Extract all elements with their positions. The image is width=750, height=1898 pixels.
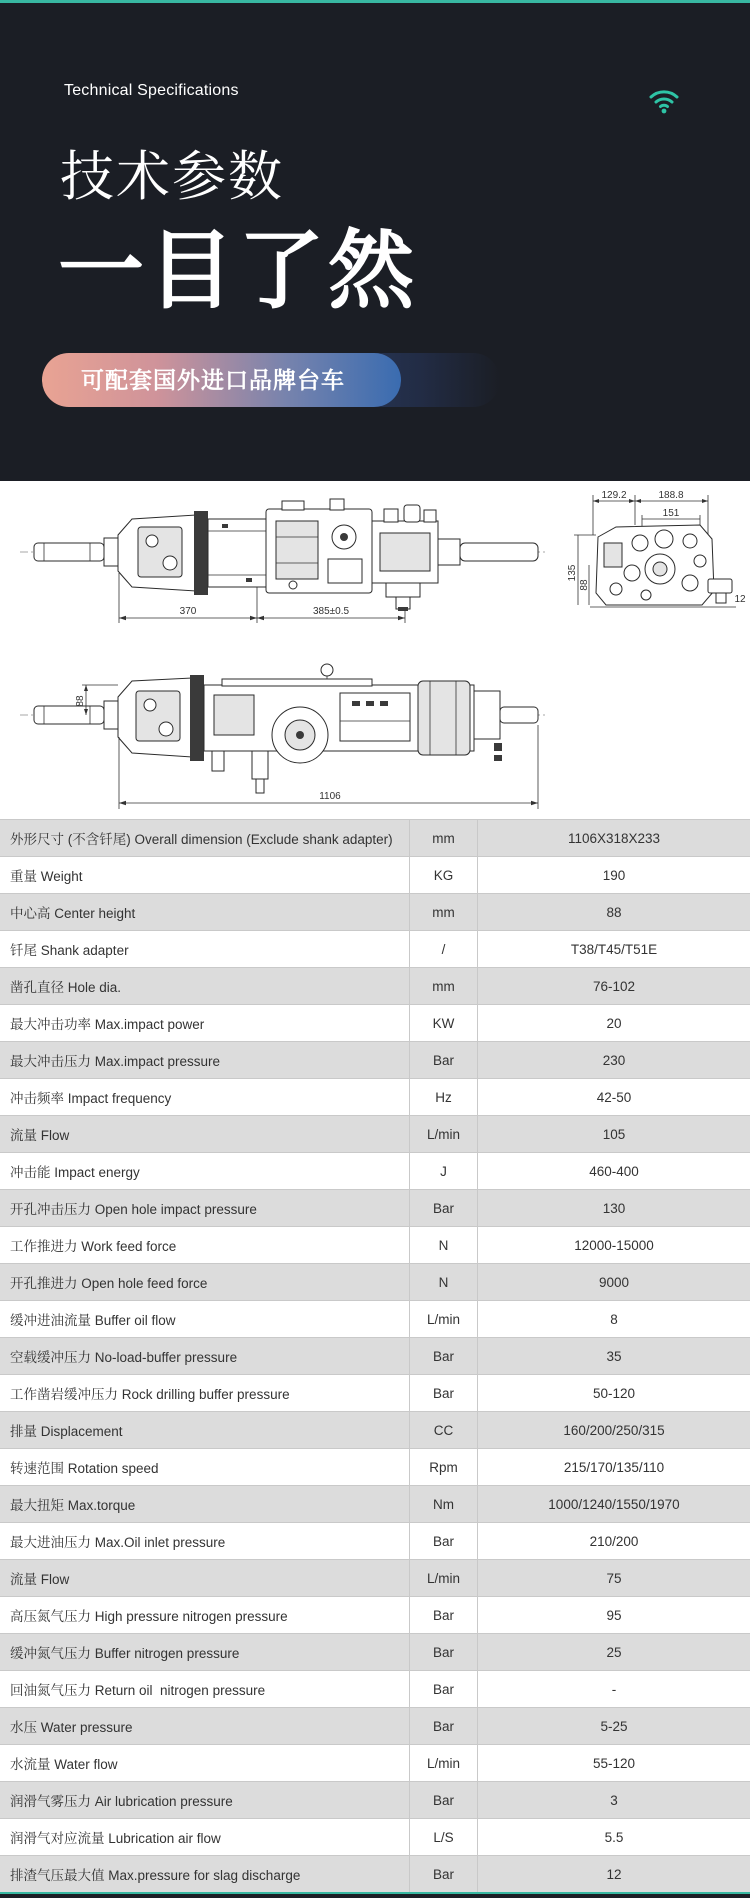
spec-unit: Rpm <box>409 1449 478 1485</box>
spec-unit: Bar <box>409 1634 478 1670</box>
spec-row <box>0 1745 750 1782</box>
spec-row <box>0 820 750 857</box>
spec-row <box>0 1227 750 1264</box>
spec-value: 88 <box>606 904 622 920</box>
spec-unit: / <box>409 931 478 967</box>
spec-row <box>0 1449 750 1486</box>
spec-unit: L/min <box>409 1745 478 1781</box>
dim-label-385: 385±0.5 <box>312 606 350 617</box>
spec-value: 215/170/135/110 <box>563 1459 665 1475</box>
dim-label-129-2: 129.2 <box>601 490 627 501</box>
spec-row <box>0 1005 750 1042</box>
spec-value: - <box>611 1681 617 1697</box>
bottom-accent-strip <box>0 1892 750 1898</box>
spec-name: 润滑气对应流量 Lubrication air flow <box>10 1831 221 1846</box>
spec-row <box>0 1412 750 1449</box>
spec-value: 12 <box>606 1866 622 1882</box>
spec-row <box>0 1153 750 1190</box>
spec-value: 42-50 <box>596 1089 632 1105</box>
spec-unit: CC <box>409 1412 478 1448</box>
spec-name: 水压 Water pressure <box>10 1720 133 1735</box>
spec-unit: N <box>409 1227 478 1263</box>
spec-unit: Bar <box>409 1708 478 1744</box>
spec-row <box>0 1856 750 1893</box>
spec-row <box>0 1116 750 1153</box>
spec-unit: Bar <box>409 1375 478 1411</box>
spec-name: 凿孔直径 Hole dia. <box>10 980 122 995</box>
spec-value: 160/200/250/315 <box>563 1422 665 1438</box>
spec-name: 空载缓冲压力 No-load-buffer pressure <box>10 1350 238 1365</box>
spec-value: 9000 <box>598 1274 630 1290</box>
spec-unit: mm <box>409 894 478 930</box>
spec-name: 排量 Displacement <box>10 1424 123 1439</box>
spec-unit: Nm <box>409 1486 478 1522</box>
spec-unit: Bar <box>409 1856 478 1892</box>
spec-name: 流量 Flow <box>10 1128 70 1143</box>
spec-name: 排渣气压最大值 Max.pressure for slag discharge <box>10 1868 301 1883</box>
spec-name: 开孔推进力 Open hole feed force <box>10 1276 208 1291</box>
spec-name: 开孔冲击压力 Open hole impact pressure <box>10 1202 257 1217</box>
dim-label-151: 151 <box>662 508 680 519</box>
side-view-bottom-drawing <box>20 664 548 809</box>
spec-name: 最大冲击压力 Max.impact pressure <box>10 1054 221 1069</box>
compatibility-pill <box>42 353 401 407</box>
technical-drawings <box>0 481 750 819</box>
spec-row <box>0 1782 750 1819</box>
title-line-1: 技术参数 <box>60 147 284 207</box>
spec-name: 缓冲进油流量 Buffer oil flow <box>10 1313 176 1328</box>
spec-value: 3 <box>610 1792 618 1808</box>
spec-unit: KW <box>409 1005 478 1041</box>
dim-label-12: 12 <box>734 594 746 605</box>
spec-unit: Bar <box>409 1671 478 1707</box>
spec-name: 回油氮气压力 Return oil nitrogen pressure <box>10 1683 266 1698</box>
spec-name: 最大冲击功率 Max.impact power <box>10 1017 205 1032</box>
spec-row <box>0 968 750 1005</box>
top-accent-line <box>0 0 750 3</box>
spec-name: 最大进油压力 Max.Oil inlet pressure <box>10 1535 226 1550</box>
spec-row <box>0 1486 750 1523</box>
spec-unit: Bar <box>409 1042 478 1078</box>
spec-value: 210/200 <box>589 1533 639 1549</box>
dim-label-88-front: 88 <box>579 579 590 591</box>
spec-value: 230 <box>602 1052 626 1068</box>
spec-unit: L/min <box>409 1560 478 1596</box>
spec-unit: J <box>409 1153 478 1189</box>
spec-value: 25 <box>606 1644 622 1660</box>
spec-row <box>0 931 750 968</box>
spec-value: 76-102 <box>592 978 636 994</box>
spec-row <box>0 1301 750 1338</box>
wifi-icon <box>648 86 680 114</box>
spec-value: 75 <box>606 1570 622 1586</box>
spec-value: 95 <box>606 1607 622 1623</box>
spec-name: 重量 Weight <box>10 869 83 884</box>
spec-name: 中心高 Center height <box>10 906 136 921</box>
spec-value: 50-120 <box>592 1385 636 1401</box>
spec-value: 130 <box>602 1200 626 1216</box>
dim-label-88-side: 88 <box>75 695 86 707</box>
spec-unit: L/S <box>409 1819 478 1855</box>
spec-unit: Hz <box>409 1079 478 1115</box>
spec-row <box>0 1079 750 1116</box>
spec-value: 12000-15000 <box>574 1237 654 1253</box>
spec-value: 5-25 <box>600 1718 628 1734</box>
subtitle-english: Technical Specifications <box>64 82 239 99</box>
spec-name: 润滑气雾压力 Air lubrication pressure <box>10 1794 233 1809</box>
spec-name: 冲击频率 Impact frequency <box>10 1091 172 1106</box>
spec-row <box>0 1819 750 1856</box>
dim-label-370: 370 <box>179 606 197 617</box>
title-line-2: 一目了然 <box>58 223 418 319</box>
spec-row <box>0 1264 750 1301</box>
spec-name: 工作推进力 Work feed force <box>10 1239 177 1254</box>
spec-table <box>0 819 750 1892</box>
spec-unit: mm <box>409 968 478 1004</box>
spec-row <box>0 1190 750 1227</box>
spec-value: 20 <box>606 1015 622 1031</box>
spec-value: T38/T45/T51E <box>570 941 658 957</box>
spec-row <box>0 1597 750 1634</box>
spec-unit: KG <box>409 857 478 893</box>
spec-name: 工作凿岩缓冲压力 Rock drilling buffer pressure <box>10 1387 290 1402</box>
spec-name: 缓冲氮气压力 Buffer nitrogen pressure <box>10 1646 240 1661</box>
spec-name: 转速范围 Rotation speed <box>10 1461 159 1476</box>
front-view-drawing <box>567 490 746 607</box>
spec-row <box>0 1708 750 1745</box>
spec-value: 55-120 <box>592 1755 636 1771</box>
spec-name: 冲击能 Impact energy <box>10 1165 140 1180</box>
spec-row <box>0 1634 750 1671</box>
spec-value: 105 <box>602 1126 626 1142</box>
spec-value: 35 <box>606 1348 622 1364</box>
spec-row <box>0 1375 750 1412</box>
spec-unit: L/min <box>409 1301 478 1337</box>
spec-row <box>0 1042 750 1079</box>
spec-name: 流量 Flow <box>10 1572 70 1587</box>
spec-row <box>0 857 750 894</box>
dim-label-1106: 1106 <box>319 791 341 802</box>
spec-unit: Bar <box>409 1338 478 1374</box>
spec-unit: mm <box>409 820 478 856</box>
dim-label-135: 135 <box>567 564 578 582</box>
spec-value: 8 <box>610 1311 618 1327</box>
spec-value: 1106X318X233 <box>567 830 661 846</box>
spec-row <box>0 1560 750 1597</box>
spec-unit: Bar <box>409 1597 478 1633</box>
dim-label-188-8: 188.8 <box>658 490 684 501</box>
side-view-top-drawing <box>20 499 548 623</box>
drawings-canvas <box>0 481 750 819</box>
spec-row <box>0 894 750 931</box>
spec-value: 460-400 <box>589 1163 639 1179</box>
pill-label: 可配套国外进口品牌台车 <box>81 367 345 393</box>
spec-name: 钎尾 Shank adapter <box>10 943 129 958</box>
spec-row <box>0 1338 750 1375</box>
spec-name: 高压氮气压力 High pressure nitrogen pressure <box>10 1609 288 1624</box>
spec-unit: Bar <box>409 1523 478 1559</box>
spec-row <box>0 1523 750 1560</box>
spec-name: 外形尺寸 (不含钎尾) Overall dimension (Exclude shank adapter) <box>10 832 393 847</box>
spec-unit: L/min <box>409 1116 478 1152</box>
spec-value: 1000/1240/1550/1970 <box>548 1496 680 1512</box>
spec-unit: Bar <box>409 1782 478 1818</box>
spec-unit: N <box>409 1264 478 1300</box>
spec-unit: Bar <box>409 1190 478 1226</box>
hero-banner <box>0 0 750 481</box>
spec-name: 水流量 Water flow <box>10 1757 118 1772</box>
spec-name: 最大扭矩 Max.torque <box>10 1498 136 1513</box>
spec-row <box>0 1671 750 1708</box>
spec-value: 190 <box>602 867 626 883</box>
spec-value: 5.5 <box>604 1829 624 1845</box>
